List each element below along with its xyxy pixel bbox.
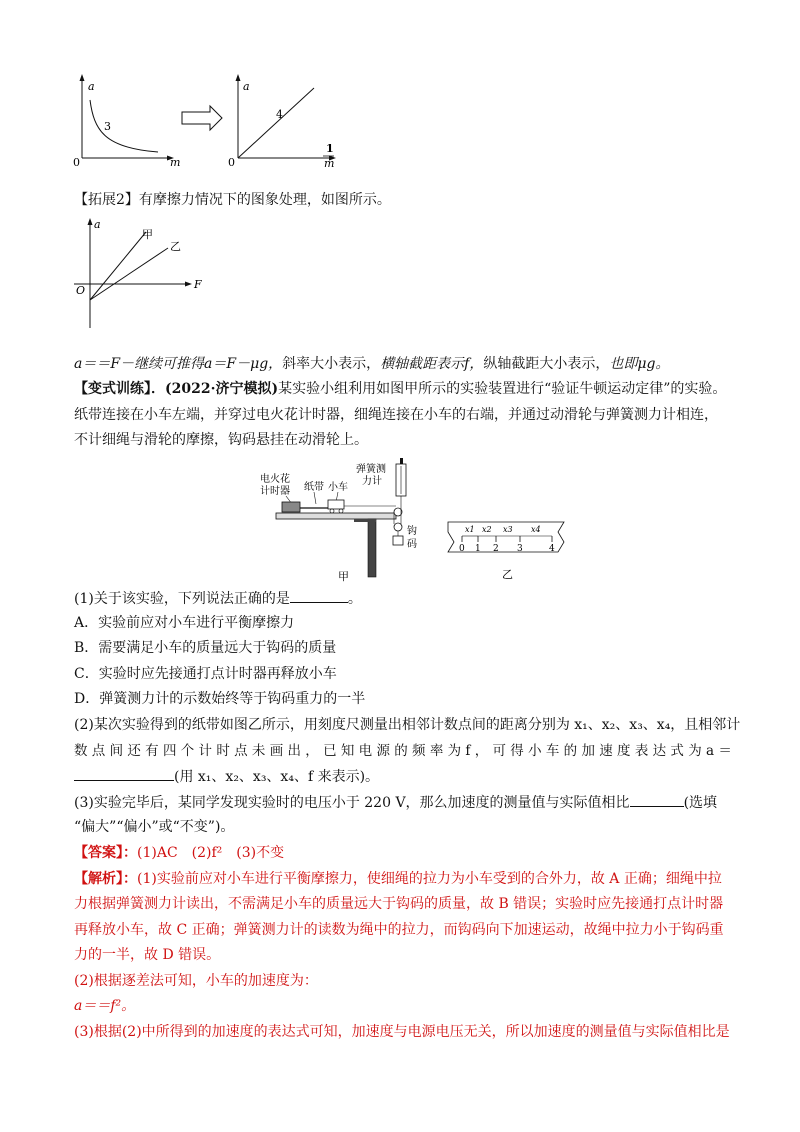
exercise-tag: 【变式训练】．(2022·济宁模拟) bbox=[74, 381, 279, 397]
right-graph-x-numerator: 1 bbox=[326, 142, 334, 155]
question-3-text-1b: (选填 bbox=[683, 795, 718, 811]
tape-segment-label: x3 bbox=[503, 525, 513, 534]
extension-2-text: 有摩擦力情况下的图象处理，如图所示。 bbox=[138, 192, 391, 208]
question-2-line-3 bbox=[74, 766, 379, 787]
right-graph-line-label: 4 bbox=[276, 108, 283, 121]
weight-label-2: 码 bbox=[407, 539, 417, 550]
a-F-graph-x-label: F bbox=[194, 278, 202, 291]
analysis-tag: 【解析】： bbox=[74, 871, 137, 887]
paper-tape-figure bbox=[440, 518, 570, 584]
spring-label-2: 力计 bbox=[362, 476, 382, 487]
formula-part-4: 横轴截距表示f， bbox=[380, 356, 484, 372]
analysis-line-4: 力的一半，故 D 错误。 bbox=[74, 947, 221, 963]
answer-line bbox=[74, 843, 284, 863]
question-2-text-3: (用 x₁、x₂、x₃、x₄、f 来表示)。 bbox=[174, 769, 380, 785]
exercise-line-3: 不计细绳与滑轮的摩擦，钩码悬挂在动滑轮上。 bbox=[74, 432, 368, 448]
caption-yi: 乙 bbox=[502, 568, 513, 581]
right-graph-y-label: a bbox=[243, 80, 250, 93]
caption-jia: 甲 bbox=[338, 570, 349, 583]
analysis-line-3: 再释放小车，故 C 正确；弹簧测力计的读数为绳中的拉力，而钩码向下加速运动，故绳中拉力小于钩码重 bbox=[74, 922, 724, 938]
tape-segment-label: x1 bbox=[465, 525, 475, 534]
question-1-text: (1)关于该实验，下列说法正确的是 bbox=[74, 591, 290, 607]
left-graph-curve-label: 3 bbox=[104, 120, 111, 133]
extension-2-line bbox=[74, 190, 391, 210]
tape-point-label: 0 bbox=[459, 544, 465, 554]
question-3-line-1 bbox=[74, 792, 717, 813]
exercise-line-1 bbox=[74, 379, 726, 399]
car-label: 小车 bbox=[328, 482, 348, 493]
exercise-text-1: 某实验小组利用如图甲所示的实验装置进行“验证牛顿运动定律”的实验。 bbox=[278, 381, 727, 397]
option-b: B．需要满足小车的质量远大于钩码的质量 bbox=[74, 640, 337, 656]
option-a: A．实验前应对小车进行平衡摩擦力 bbox=[74, 615, 295, 631]
analysis-line-7: (3)根据(2)中所得到的加速度的表达式可知，加速度与电源电压无关，所以加速度的测量值与实际值相比是 bbox=[74, 1024, 730, 1040]
timer-label-2: 计时器 bbox=[260, 486, 290, 497]
tape-point-label: 3 bbox=[517, 544, 523, 554]
question-1-end: 。 bbox=[347, 591, 362, 607]
answer-text: (1)AC (2)f² (3)不变 bbox=[137, 845, 285, 861]
analysis-line-2: 力根据弹簧测力计读出，不需满足小车的质量远大于钩码的质量，故 B 错误；实验时应先接通打点计时器 bbox=[74, 896, 724, 912]
formula-part-2: 继续可推得a＝F－μg， bbox=[134, 356, 283, 372]
analysis-line-5: (2)根据逐差法可知，小车的加速度为： bbox=[74, 973, 318, 989]
left-graph-x-label: m bbox=[170, 156, 181, 169]
spring-label-1: 弹簧测 bbox=[356, 464, 386, 475]
option-d: D．弹簧测力计的示数始终等于钩码重力的一半 bbox=[74, 691, 366, 707]
a-F-graph-line2-label: 乙 bbox=[170, 240, 181, 253]
formula-line bbox=[74, 354, 669, 374]
question-2-line-2: 数 点 间 还 有 四 个 计 时 点 未 画 出 ， 已 知 电 源 的 频 率 为 f ， 可 得 小 车 的 加 速 度 表 达 式 为 a ＝ bbox=[74, 743, 732, 759]
analysis-text-1: (1)实验前应对小车进行平衡摩擦力，使细绳的拉力为小车受到的合外力，故 A 正确；细绳中拉 bbox=[137, 871, 722, 887]
formula-part-5: 纵轴截距大小表示， bbox=[483, 356, 610, 372]
exercise-line-2: 纸带连接在小车左端，并穿过电火花计时器，细绳连接在小车的右端，并通过动滑轮与弹簧测力计相连， bbox=[74, 407, 718, 423]
analysis-line-1 bbox=[74, 869, 722, 889]
question-3-text-1a: (3)实验完毕后，某同学发现实验时的电压小于 220 V，那么加速度的测量值与实际值相比 bbox=[74, 795, 630, 811]
tape-segment-label: x2 bbox=[482, 525, 492, 534]
left-graph-y-label: a bbox=[88, 80, 95, 93]
answer-tag: 【答案】： bbox=[74, 845, 137, 861]
formula-part-1: a＝＝F－ bbox=[74, 356, 135, 372]
analysis-line-6: a＝＝f²。 bbox=[74, 998, 136, 1014]
tape-point-label: 1 bbox=[475, 544, 481, 554]
right-graph-x-denominator: m bbox=[324, 157, 335, 170]
tape-point-label: 4 bbox=[549, 544, 555, 554]
apparatus-figure bbox=[258, 452, 428, 584]
question-3-line-2: “偏大”“偏小”或“不变”)。 bbox=[74, 819, 235, 835]
question-3-answer-blank[interactable] bbox=[630, 792, 684, 807]
tape-point-label: 2 bbox=[493, 544, 499, 554]
extension-2-tag: 【拓展2】 bbox=[74, 192, 139, 208]
question-2-answer-blank[interactable] bbox=[74, 766, 174, 781]
figure-a-m-graphs bbox=[70, 70, 350, 170]
option-c: C．实验时应先接通打点计时器再释放小车 bbox=[74, 666, 337, 682]
formula-part-6: 也即μg。 bbox=[609, 356, 670, 372]
timer-label-1: 电火花 bbox=[260, 474, 290, 485]
weight-label-1: 钩 bbox=[407, 526, 417, 537]
left-graph-origin: 0 bbox=[73, 156, 80, 169]
tape-segment-label: x4 bbox=[531, 525, 541, 534]
a-F-graph-line1-label: 甲 bbox=[142, 228, 153, 241]
tape-label: 纸带 bbox=[304, 482, 324, 493]
right-graph-origin: 0 bbox=[228, 156, 235, 169]
a-F-graph-origin: O bbox=[76, 284, 86, 297]
a-F-graph-y-label: a bbox=[94, 218, 101, 231]
question-2-line-1: (2)某次实验得到的纸带如图乙所示，用刻度尺测量出相邻计数点间的距离分别为 x₁、x₂、x₃、x₄，且相邻计 bbox=[74, 717, 741, 733]
question-1-stem bbox=[74, 588, 362, 609]
formula-part-3: 斜率大小表示， bbox=[282, 356, 381, 372]
question-1-answer-blank[interactable] bbox=[290, 588, 348, 603]
figure-a-F-graph bbox=[70, 216, 220, 334]
